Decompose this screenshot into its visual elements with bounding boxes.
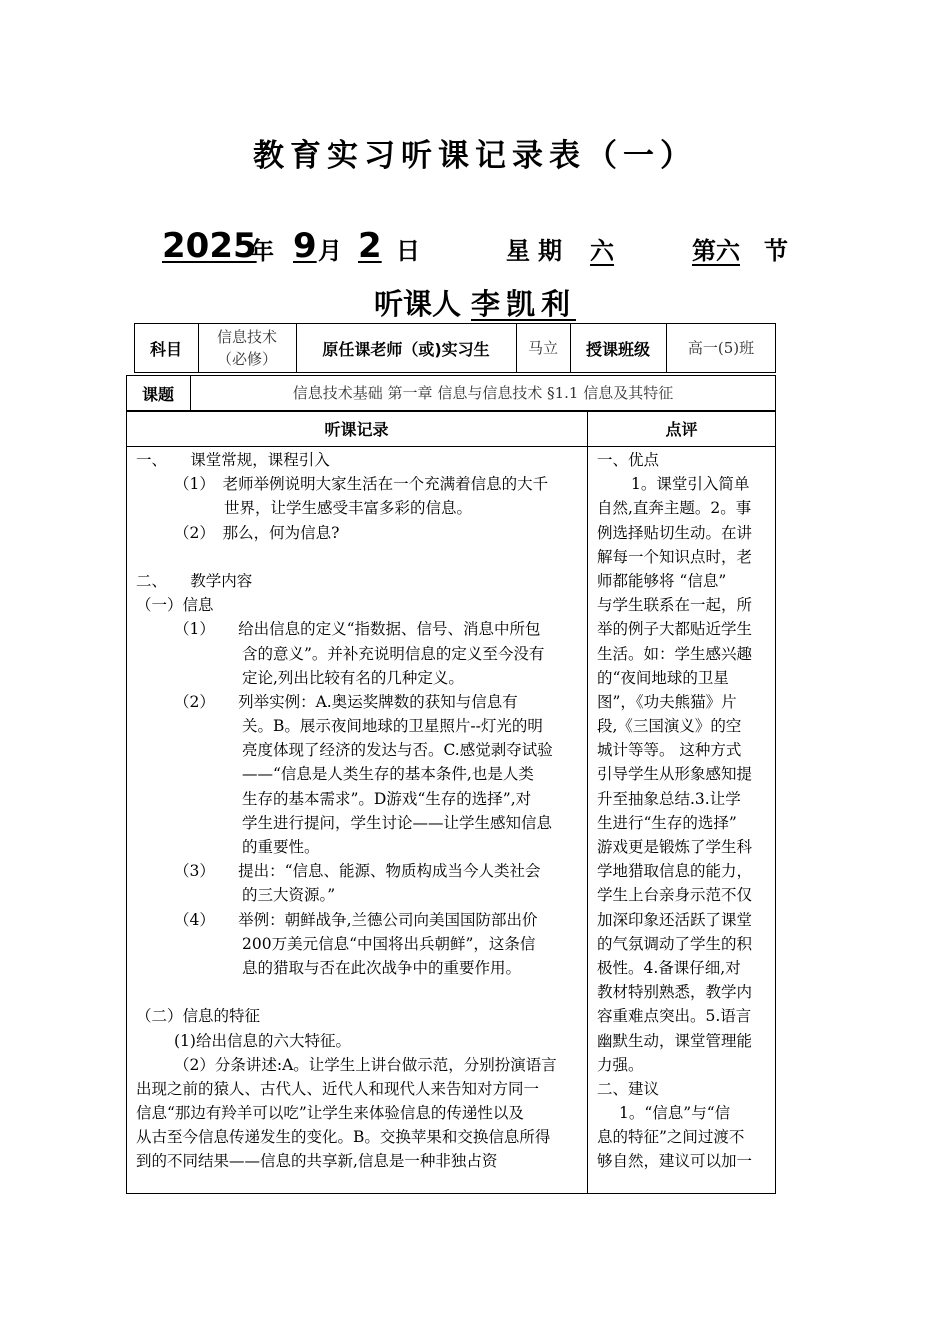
comment-line: 升至抽象总结.3.让学 (597, 789, 741, 808)
comment-line: 教材特别熟悉，教学内 (597, 983, 753, 1002)
comment-line: 幽默生动，课堂管理能 (597, 1031, 753, 1050)
record-line: 亮度体现了经济的发达与否。C.感觉剥夺试验 (242, 741, 553, 760)
record-line: 二、 教学内容 (136, 571, 253, 590)
topic-label: 课题 (141, 384, 174, 404)
comment-line: 城计等等。 这种方式 (597, 741, 742, 760)
comment-column-header: 点评 (665, 420, 698, 439)
record-line: （二）信息的特征 (136, 1007, 261, 1026)
comment-line: 解每一个知识点时，老 (597, 547, 753, 566)
record-line: 的三大资源。” (242, 886, 336, 905)
topic-value: 信息技术基础 第一章 信息与信息技术 §1.1 信息及其特征 (292, 384, 674, 402)
comment-line: 例选择贴切生动。在讲 (597, 523, 753, 542)
period-value: 第六 (692, 237, 740, 265)
comment-line: 的气氛调动了学生的积 (597, 934, 753, 953)
record-line: 一、 课堂常规，课程引入 (136, 451, 330, 469)
comment-line: 容重难点突出。5.语言 (597, 1007, 752, 1026)
record-content (136, 448, 584, 1174)
period-unit: 节 (764, 237, 788, 265)
record-line: （2）分条讲述:A。让学生上讲台做示范，分别扮演语言 (174, 1055, 557, 1074)
comment-line: 师都能够将 “信息” (597, 571, 727, 590)
comment-line: 举的例子大都贴近学生 (597, 620, 753, 639)
record-line: 的重要性。 (242, 838, 320, 856)
class-value: 高一(5)班 (687, 339, 755, 357)
comment-line: 自然,直奔主题。2。事 (597, 499, 752, 518)
record-line: （3） 提出：“信息、能源、物质构成当今人类社会 (174, 862, 541, 881)
month-value: 9 (293, 226, 317, 266)
record-line: 关。B。展示夜间地球的卫星照片--灯光的明 (242, 717, 543, 736)
comment-line: 加深印象还活跃了课堂 (597, 910, 753, 929)
comment-line: 与学生联系在一起，所 (597, 596, 753, 615)
record-line: 从古至今信息传递发生的变化。B。交换苹果和交换信息所得 (136, 1128, 551, 1147)
subject-value-line1: 信息技术 (216, 328, 277, 346)
weekday-value: 六 (590, 237, 614, 265)
comment-line: 力强。 (597, 1055, 644, 1074)
month-unit: 月 (318, 237, 342, 265)
record-column-header: 听课记录 (324, 420, 389, 439)
record-line: （4） 举例：朝鲜战争,兰德公司向美国国防部出价 (174, 910, 538, 929)
record-line: （一）信息 (136, 596, 214, 615)
subject-value-line2: （必修） (216, 350, 277, 368)
subject-value (198, 323, 296, 373)
teacher-value: 马立 (527, 339, 558, 357)
teacher-label: 原任课老师（或)实习生 (322, 339, 490, 359)
record-line: （2） 列举实例：A.奥运奖牌数的获知与信息有 (174, 692, 518, 711)
record-line: 到的不同结果——信息的共享新,信息是一种非独占资 (136, 1152, 498, 1171)
year-value: 2025 (162, 226, 257, 266)
record-line: 世界，让学生感受丰富多彩的信息。 (224, 499, 473, 518)
listener-label: 听课人 (373, 287, 461, 321)
comment-line: 一、优点 (597, 451, 660, 469)
record-line: （1） 给出信息的定义“指数据、信号、消息中所包 (174, 620, 541, 639)
record-line: 信息“那边有羚羊可以吃”让学生来体验信息的传递性以及 (136, 1104, 524, 1123)
record-line: （1） 老师举例说明大家生活在一个充满着信息的大千 (174, 475, 549, 494)
record-line: 含的意义”。并补充说明信息的定义至今没有 (242, 644, 545, 663)
comment-content (597, 448, 769, 1174)
record-line: 学生进行提问，学生讨论——让学生感知信息 (242, 813, 553, 832)
year-unit: 年 (250, 237, 274, 265)
record-line: 定论,列出比较有名的几种定义。 (242, 668, 464, 687)
record-line: 息的猎取与否在此次战争中的重要作用。 (242, 958, 522, 977)
comment-line: 息的特征”之间过渡不 (597, 1128, 745, 1147)
comment-line: 1。课堂引入简单 (631, 475, 750, 494)
comment-line: 游戏更是锻炼了学生科 (597, 838, 753, 856)
comment-line: 二、建议 (597, 1079, 660, 1098)
comment-line: 生活。如：学生感兴趣 (597, 644, 753, 663)
page-title: 教育实习听课记录表（一） (253, 138, 697, 174)
record-line (136, 980, 584, 1004)
record-line: (1)给出信息的六大特征。 (174, 1031, 351, 1050)
day-value: 2 (358, 226, 382, 266)
comment-line: 的“夜间地球的卫星 (597, 668, 729, 687)
comment-line: 学生上台亲身示范不仅 (597, 886, 753, 905)
comment-line: 极性。4.备课仔细,对 (597, 958, 741, 977)
comment-line: 学地猎取信息的能力， (597, 862, 753, 881)
weekday-label: 星期 (506, 237, 570, 265)
listener-name: 李凯利 (471, 287, 577, 321)
record-line: 出现之前的猿人、古代人、近代人和现代人来告知对方同一 (136, 1079, 540, 1098)
subject-label: 科目 (149, 339, 182, 359)
comment-line: 够自然，建议可以加一 (597, 1152, 753, 1171)
comment-line: 引导学生从形象感知提 (597, 765, 753, 784)
date-line (160, 222, 800, 272)
record-line: 200万美元信息“中国将出兵朝鲜”，这条信 (242, 934, 536, 953)
day-unit: 日 (396, 237, 420, 265)
class-label: 授课班级 (585, 339, 650, 359)
comment-line: 生进行“生存的选择” (597, 813, 737, 832)
record-line: 生存的基本需求”。D游戏“生存的选择”,对 (242, 789, 532, 808)
comment-line: 1。“信息”与“信 (619, 1104, 731, 1123)
record-line: ——“信息是人类生存的基本条件,也是人类 (242, 765, 534, 784)
listener-line (0, 282, 950, 323)
comment-line: 图”，《功夫熊猫》片 (597, 692, 737, 711)
comment-line: 段,《三国演义》的空 (597, 717, 742, 736)
record-line: （2） 那么，何为信息? (174, 523, 340, 542)
record-line (136, 545, 584, 569)
